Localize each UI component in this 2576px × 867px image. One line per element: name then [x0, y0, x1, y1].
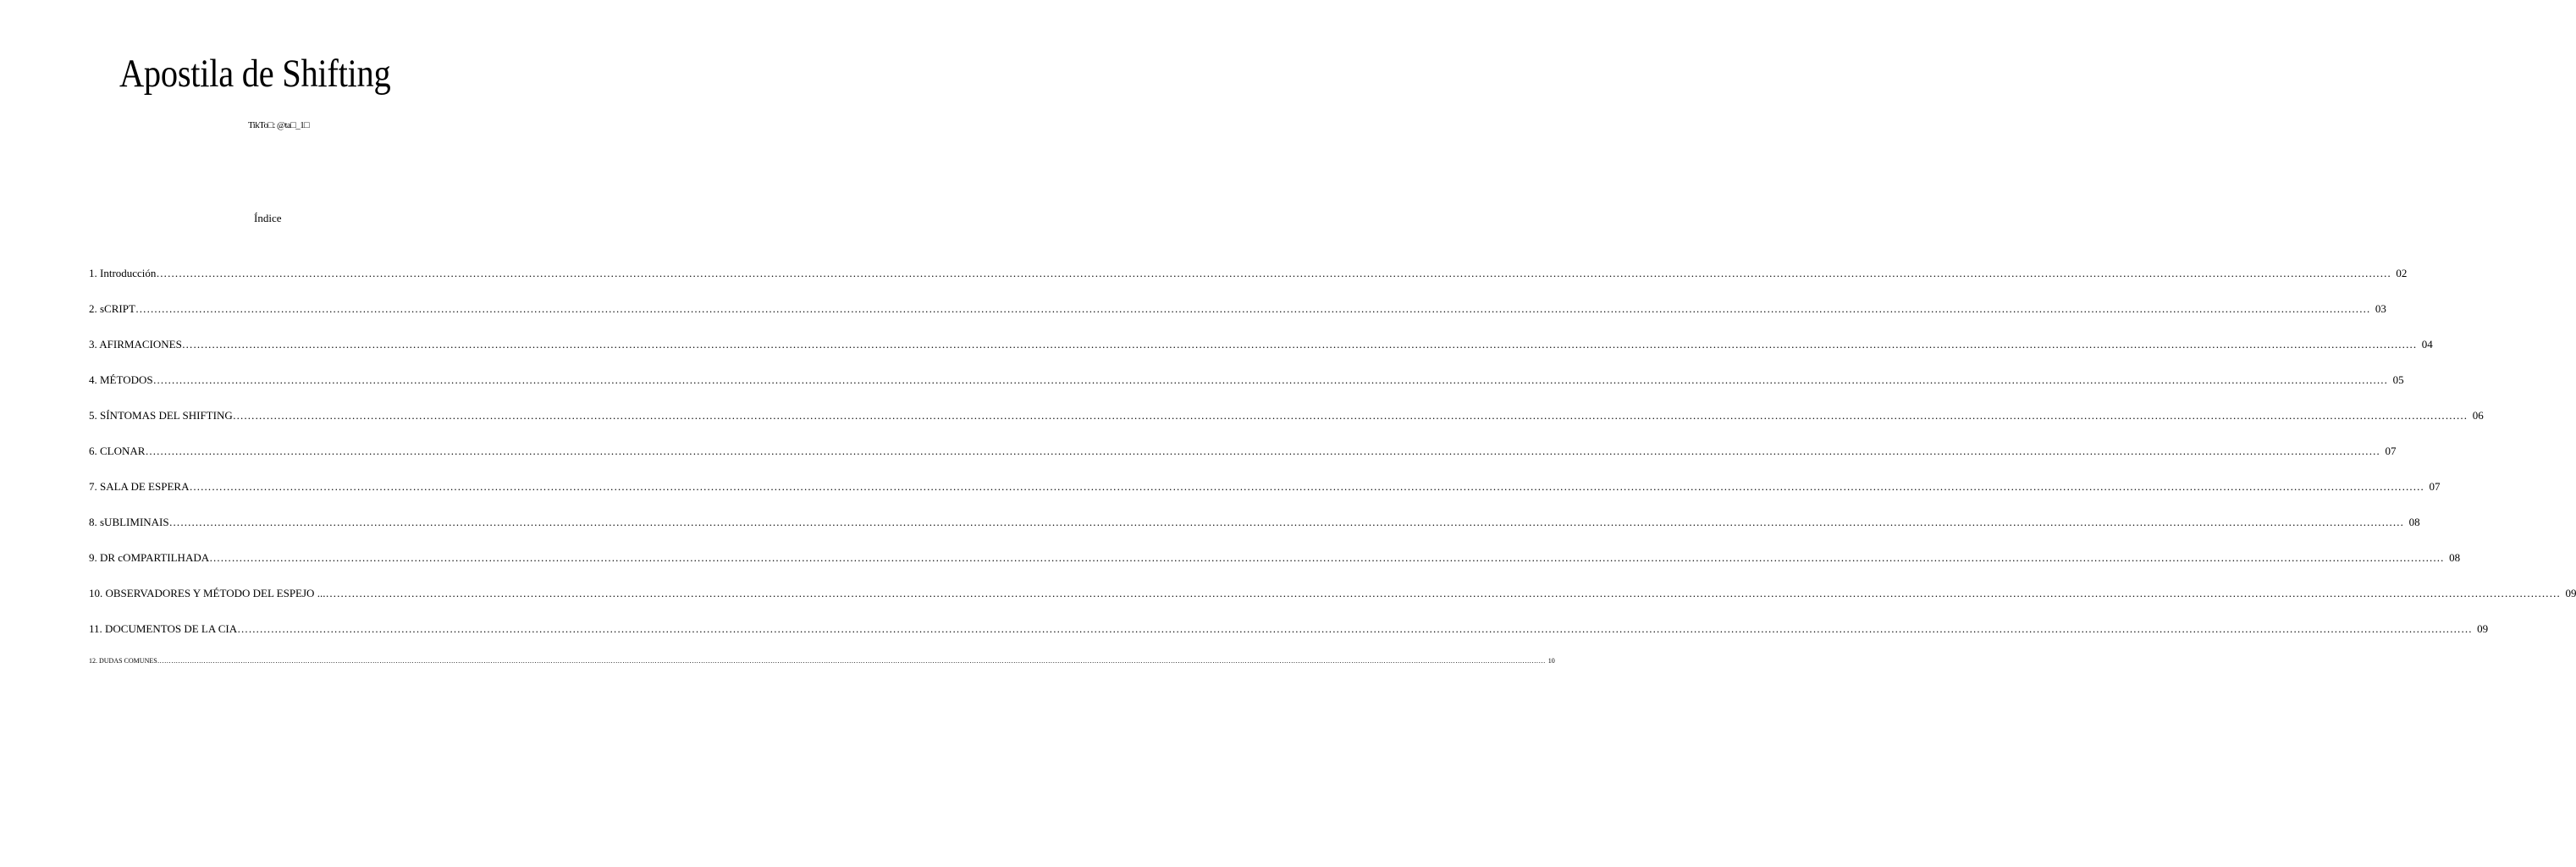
- dot-leader: ……………………………………………………………………………………………………………………………………………………………………………………………………………………………………………………………………………………………………………………………………………………………………………………………………………………………………………………………………………………………………………………………………………………: [152, 373, 2388, 386]
- toc-entry-label: 12. DUDAS COMUNES: [89, 657, 157, 665]
- toc-entry-label: 4. MÉTODOS: [89, 373, 153, 386]
- toc-entry: [89, 409, 2484, 422]
- dot-leader: ……………………………………………………………………………………………………………………………………………………………………………………………………………………………………………………………………………………………………………………………………………………………………………………………………………………………………………………………………………………………………………………………………………………: [237, 622, 2473, 635]
- toc-heading: Índice: [254, 212, 282, 224]
- toc-entry: [89, 622, 2489, 635]
- dot-leader: ……………………………………………………………………………………………………………………………………………………………………………………………………………………………………………………………………………………………………………………………………………………………………………………………………………………………………………………………………………………………………………………………………………………: [156, 267, 2391, 279]
- toc-entry: [89, 587, 2576, 599]
- toc-entry-page: 09: [2565, 587, 2576, 599]
- toc-entry: [89, 657, 1555, 665]
- toc-entry-label: 9. DR cOMPARTILHADA: [89, 551, 210, 564]
- toc-entry-label: 8. sUBLIMINAIS: [89, 516, 169, 528]
- toc-entry: [89, 480, 2441, 493]
- toc-entry-label: 10. OBSERVADORES Y MÉTODO DEL ESPEJO ...: [89, 587, 326, 599]
- dot-leader: ……………………………………………………………………………………………………………………………………………………………………………………………………………………………………………………………………………………………………………………………………………………………………………………………………………………………………………………………………………………………………………………………………………………: [168, 516, 2404, 528]
- toc-entry-label: 7. SALA DE ESPERA: [89, 480, 190, 493]
- tiktok-handle: TikTo□: @ta□_1□: [248, 120, 310, 130]
- dot-leader: ……………………………………………………………………………………………………………………………………………………………………………………………………………………………………………………………………………………………………………………………………………………………………………………………………………………………………………………………………………………………………………………………………………………: [145, 445, 2380, 457]
- dot-leader: ……………………………………………………………………………………………………………………………………………………………………………………………………………………………………………………………………………………………………………………………………………………………………………………………………………………………………………………………………………………………………………………………………………………: [325, 587, 2561, 599]
- toc-entry: [89, 445, 2397, 457]
- toc-entry-page: 08: [2449, 551, 2461, 564]
- dot-leader: ……………………………………………………………………………………………………………………………………………………………………………………………………………………………………………………………………………………………………………………………………………………………………………………………………………………………………………………………………………………………………………………………………………………: [209, 551, 2445, 564]
- toc-entry-label: 3. AFIRMACIONES: [89, 338, 182, 351]
- dot-leader: ……………………………………………………………………………………………………………………………………………………………………………………………………………………………………………………………………………………………………………………………………………………………………………………………………………………………………………………………………………………………………………………………………………………: [232, 409, 2468, 422]
- toc-entry-page: 06: [2472, 409, 2484, 422]
- toc-entry-page: 07: [2429, 480, 2441, 493]
- dot-leader: ……………………………………………………………………………………………………………………………………………………………………………………………………………………………………………………………………………………………………………………………………………………………………………………………………………………………………………………………………………………………………………………………………………………: [189, 480, 2424, 493]
- toc-entry-label: 5. SÍNTOMAS DEL SHIFTING: [89, 409, 233, 422]
- toc-entry-label: 11. DOCUMENTOS DE LA CIA: [89, 622, 238, 635]
- toc-entry: [89, 516, 2420, 528]
- toc-entry-page: 05: [2392, 373, 2404, 386]
- toc-entry-page: 07: [2385, 445, 2397, 457]
- toc-entry: [89, 551, 2461, 564]
- toc-entry: [89, 338, 2433, 351]
- toc-entry-label: 6. CLONAR: [89, 445, 146, 457]
- toc-entry-page: 04: [2421, 338, 2433, 351]
- toc-entry-page: 10: [1547, 657, 1555, 665]
- dot-leader: ……………………………………………………………………………………………………………………………………………………………………………………………………………………………………………………………………………………………………………………………………………………………………………………………………………………………………………………………………………………………………………………………………………………: [157, 657, 1546, 665]
- toc-entry-label: 1. Introducción: [89, 267, 157, 279]
- toc-entry-page: 03: [2375, 302, 2386, 315]
- toc-entry-label: 2. sCRIPT: [89, 302, 135, 315]
- toc-entry-page: 08: [2408, 516, 2420, 528]
- toc-entry-page: 09: [2477, 622, 2489, 635]
- toc-entry: [89, 373, 2404, 386]
- toc-entry: [89, 267, 2408, 279]
- dot-leader: ……………………………………………………………………………………………………………………………………………………………………………………………………………………………………………………………………………………………………………………………………………………………………………………………………………………………………………………………………………………………………………………………………………………: [135, 302, 2370, 315]
- toc-entry-page: 02: [2396, 267, 2408, 279]
- dot-leader: ……………………………………………………………………………………………………………………………………………………………………………………………………………………………………………………………………………………………………………………………………………………………………………………………………………………………………………………………………………………………………………………………………………………: [181, 338, 2417, 351]
- document-title: Apostila de Shifting: [119, 52, 391, 96]
- toc-entry: [89, 302, 2386, 315]
